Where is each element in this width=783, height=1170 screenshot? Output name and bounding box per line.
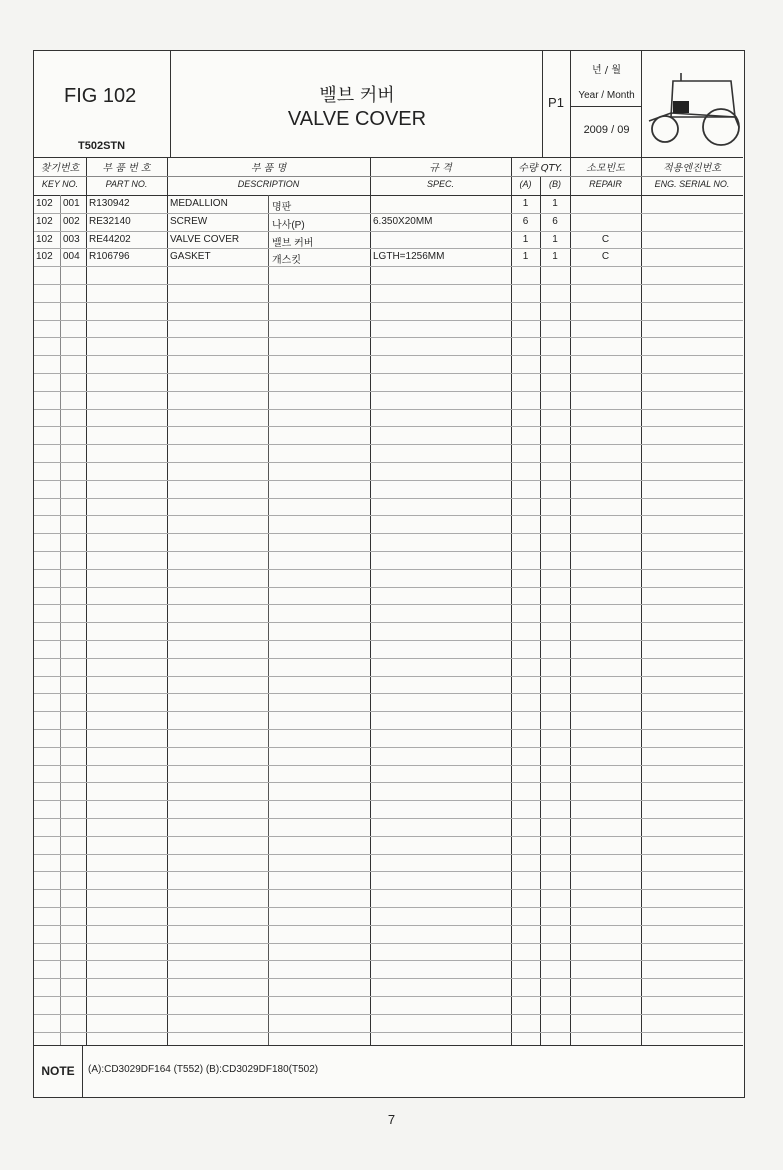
key-header-ko: 찾기번호 — [40, 163, 80, 174]
cell-qa: 1 — [522, 251, 529, 263]
description-header-ko: 부 품 명 — [250, 163, 287, 174]
description-header: DESCRIPTION — [237, 179, 300, 189]
cell-desc-ko: 밸브 커버 — [272, 237, 314, 249]
page-code: P1 — [548, 95, 564, 110]
page-number: 7 — [387, 1112, 396, 1127]
cell-desc-ko: 개스킷 — [272, 255, 301, 267]
model-code: T502STN — [78, 140, 126, 152]
cell-desc-en: VALVE COVER — [170, 233, 240, 245]
column-headers — [34, 157, 743, 196]
cell-key: 003 — [63, 233, 80, 245]
cell-part: RE44202 — [89, 233, 131, 245]
part-header: PART NO. — [105, 179, 148, 189]
cell-repair: C — [601, 251, 610, 263]
cell-qa: 6 — [522, 215, 529, 227]
repair-header-ko: 소모빈도 — [586, 163, 625, 174]
cell-desc-en: SCREW — [170, 215, 208, 227]
repair-header: REPAIR — [589, 179, 622, 189]
parts-table-body — [34, 195, 743, 1045]
year-month-label-ko: 년 / 월 — [591, 65, 622, 76]
cell-part: R106796 — [89, 251, 130, 263]
year-month-label: Year / Month — [578, 90, 635, 101]
cell-qb: 6 — [552, 215, 558, 227]
cell-qb: 1 — [552, 251, 558, 263]
note-text: (A):CD3029DF164 (T552) (B):CD3029DF180(T502) — [88, 1064, 319, 1075]
spec-header: SPEC. — [426, 179, 454, 189]
title-korean: 밸브 커버 — [319, 85, 395, 106]
note-label: NOTE — [34, 1046, 83, 1097]
cell-fig: 102 — [36, 198, 53, 209]
cell-key: 001 — [63, 198, 80, 209]
cell-qb: 1 — [552, 198, 558, 209]
cell-key: 002 — [63, 215, 80, 227]
qty-a-header: (A) — [519, 179, 532, 189]
part-header-ko: 부 품 번 호 — [102, 163, 151, 174]
cell-fig: 102 — [36, 251, 53, 263]
cell-desc-en: GASKET — [170, 251, 211, 263]
cell-qa: 1 — [522, 233, 529, 245]
cell-part: R130942 — [89, 198, 130, 209]
cell-qb: 1 — [552, 233, 558, 245]
title-english: VALVE COVER — [287, 108, 427, 130]
serial-header: ENG. SERIAL NO. — [654, 179, 730, 189]
sheet-header — [34, 51, 743, 158]
parts-sheet — [33, 50, 745, 1098]
cell-part: RE32140 — [89, 215, 131, 227]
note-section — [34, 1045, 743, 1097]
cell-repair: C — [601, 233, 610, 245]
cell-desc-ko: 나사(P) — [272, 219, 305, 231]
cell-desc-ko: 명판 — [272, 202, 292, 213]
cell-fig: 102 — [36, 233, 53, 245]
issue-date: 2009 / 09 — [583, 124, 630, 136]
qty-b-header: (B) — [549, 179, 561, 189]
cell-spec: LGTH=1256MM — [373, 251, 445, 263]
cell-qa: 1 — [522, 198, 529, 209]
qty-header: 수량 QTY. — [518, 163, 563, 174]
spec-header-ko: 규 격 — [429, 163, 452, 174]
cell-spec: 6.350X20MM — [373, 215, 433, 227]
figure-number: FIG 102 — [64, 85, 137, 107]
serial-header-ko: 적용엔진번호 — [663, 163, 721, 174]
cell-key: 004 — [63, 251, 80, 263]
cell-desc-en: MEDALLION — [170, 198, 228, 209]
cell-fig: 102 — [36, 215, 53, 227]
tractor-icon — [643, 69, 743, 149]
key-header: KEY NO. — [41, 179, 79, 189]
